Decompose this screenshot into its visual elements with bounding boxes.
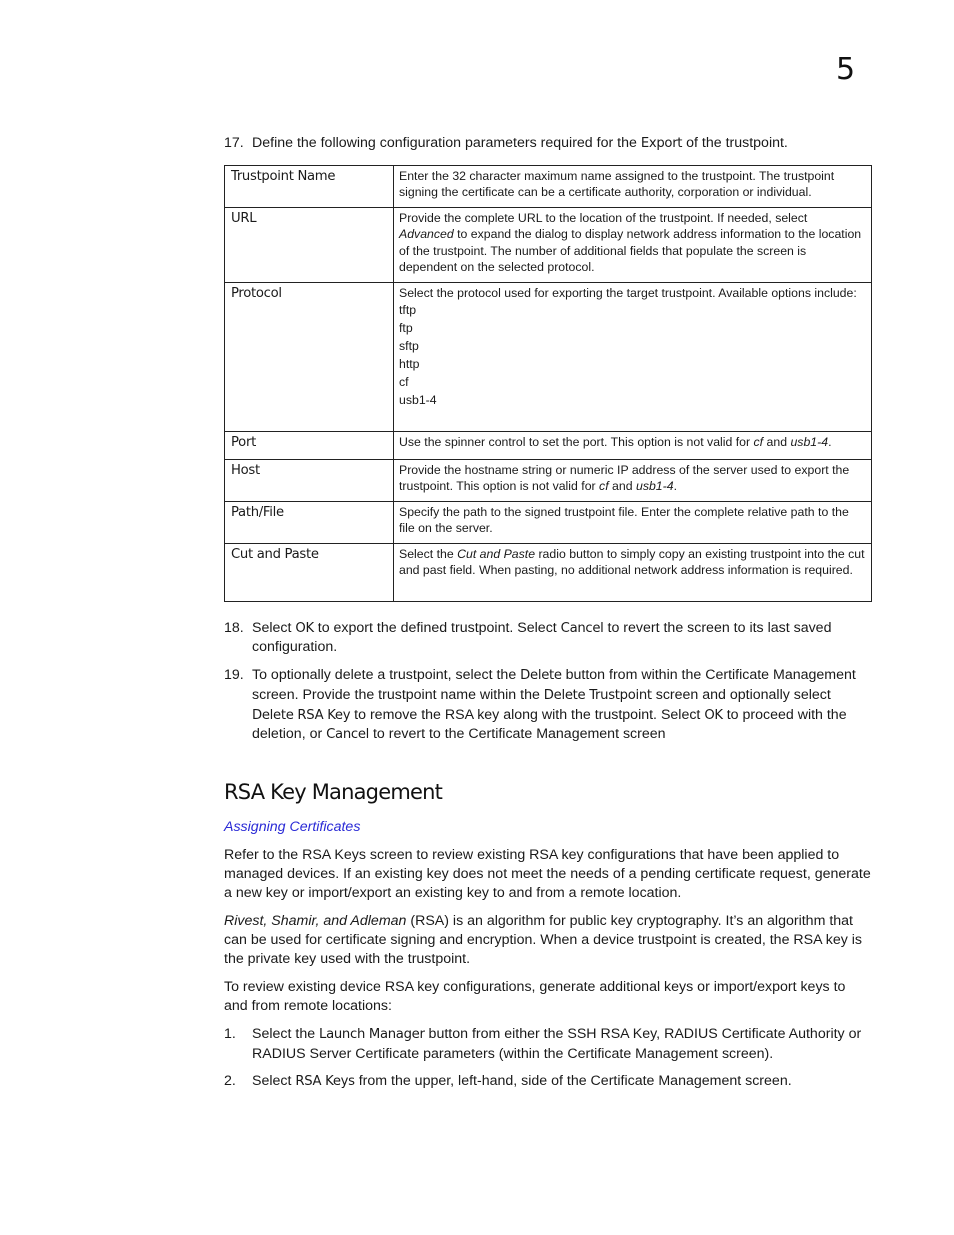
param-name: URL <box>225 207 394 282</box>
param-name: Path/File <box>225 501 394 543</box>
paragraph: Refer to the RSA Keys screen to review existing RSA key configurations that have been applied to managed devices. If an existing key does not meet the needs of a pending certificate request, generate a new key or import/export an existing key to and from a remote location. <box>224 846 871 901</box>
text: to revert to the Certificate Management screen <box>369 726 666 743</box>
table-row <box>225 165 872 207</box>
param-name: Cut and Paste <box>225 543 394 601</box>
option-item: cf <box>399 375 409 390</box>
italic-term: cf <box>599 479 609 494</box>
step-18 <box>224 619 872 657</box>
step-text <box>252 1025 872 1063</box>
text: and <box>608 479 636 494</box>
paragraph: To review existing device RSA key configurations, generate additional keys or import/export keys to and from remote locations: <box>224 978 846 1014</box>
bold-term: OK <box>704 707 723 723</box>
text: to expand the dialog to display network address information to the location of the trustpoint. The number of additional fields that populate the screen is dependent on the selected protocol. <box>399 227 862 275</box>
text: Select the <box>399 546 458 561</box>
table-row <box>225 282 872 431</box>
table-row <box>225 501 872 543</box>
step-number: 19. <box>224 667 244 684</box>
param-desc <box>394 207 872 282</box>
table-row <box>225 207 872 282</box>
step-text <box>252 1072 872 1092</box>
text: to proceed with the deletion, or <box>252 706 847 743</box>
text: Select the protocol used for exporting the target trustpoint. Available options include: <box>399 285 857 300</box>
bold-term: Delete <box>520 668 562 684</box>
text: and <box>763 434 791 449</box>
bold-term: Cancel <box>326 727 370 743</box>
text: button from either the SSH RSA Key, RADIUS Certificate Authority or RADIUS Server Certificate parameters (within the Certificate Management screen). <box>252 1025 862 1062</box>
rsa-step-1 <box>224 1025 872 1063</box>
italic-term: Cut and Paste <box>457 546 536 561</box>
section-title: RSA Key Management <box>224 779 443 804</box>
text: . <box>828 434 832 449</box>
table-row <box>225 543 872 601</box>
option-item: tftp <box>399 303 417 318</box>
step-text <box>252 666 872 745</box>
step-text <box>252 134 872 154</box>
param-desc <box>394 543 872 601</box>
text: Select <box>252 619 296 636</box>
text: Define the following configuration parameters required for the <box>252 135 641 151</box>
text: Select the <box>252 1025 320 1042</box>
param-name: Port <box>225 431 394 459</box>
step-number: 18. <box>224 619 244 636</box>
option-item: ftp <box>399 321 413 336</box>
text: radio button to simply copy an existing trustpoint into the cut and past field. When pasting, no additional network address information is required. <box>399 546 865 578</box>
parameters-table <box>224 165 872 602</box>
bold-term: Delete Trustpoint <box>543 687 652 703</box>
bold-term: OK <box>295 620 314 636</box>
assigning-certificates-link[interactable]: Assigning Certificates <box>224 818 361 835</box>
text: To optionally delete a trustpoint, select the <box>252 667 521 684</box>
step-17 <box>224 134 872 154</box>
step-number: 1. <box>224 1025 236 1042</box>
param-desc <box>394 459 872 501</box>
rsa-step-2 <box>224 1072 872 1092</box>
italic-term: usb1-4 <box>635 479 674 494</box>
param-name: Trustpoint Name <box>225 165 394 207</box>
option-item: usb1-4 <box>399 393 437 408</box>
step-text <box>252 619 872 657</box>
link-row <box>224 818 872 836</box>
italic-term: usb1-4 <box>790 434 829 449</box>
step-number: 2. <box>224 1073 236 1090</box>
text: of the trustpoint. <box>682 135 788 151</box>
text: from the upper, left-hand, side of the Certificate Management screen. <box>354 1073 792 1090</box>
chapter-number: 5 <box>836 52 856 87</box>
bold-term: Export <box>640 136 683 151</box>
bold-term: Cancel <box>560 620 604 636</box>
paragraph <box>224 912 872 969</box>
text: (RSA) is an algorithm for public key cryptography. It’s an algorithm that can be used for certificate signing and encryption. When a device trustpoint is created, the RSA key is the private key used with the trustpoint. <box>224 912 862 967</box>
text: Provide the hostname string or numeric IP address of the server used to export the trustpoint. This option is not valid for <box>399 462 850 494</box>
text: Provide the complete URL to the location of the trustpoint. If needed, select <box>399 210 808 225</box>
param-desc <box>394 282 872 431</box>
bold-term: Launch Manager <box>319 1026 425 1042</box>
table-row <box>225 459 872 501</box>
page-content <box>224 134 872 1092</box>
text: to export the defined trustpoint. Select <box>313 619 561 636</box>
text: button from within the Certificate Management screen. Provide the trustpoint name within the <box>252 667 856 703</box>
param-desc: Specify the path to the signed trustpoint file. Enter the complete relative path to the file on the server. <box>394 501 872 543</box>
text: screen and optionally select <box>651 686 831 703</box>
bold-term: Delete RSA Key <box>252 707 351 723</box>
param-desc <box>394 431 872 459</box>
step-number: 17. <box>224 135 244 151</box>
param-name: Protocol <box>225 282 394 431</box>
text: Select <box>252 1073 296 1090</box>
step-19 <box>224 666 872 745</box>
text: Use the spinner control to set the port. This option is not valid for <box>399 434 754 449</box>
option-item: sftp <box>399 339 419 354</box>
option-item: http <box>399 357 420 372</box>
param-name: Host <box>225 459 394 501</box>
bold-term: RSA Keys <box>295 1074 355 1090</box>
text: . <box>673 479 678 494</box>
table-row <box>225 431 872 459</box>
italic-term: cf <box>753 434 764 449</box>
italic-term: Advanced <box>399 227 454 242</box>
italic-term: Rivest, Shamir, and Adleman <box>224 912 407 929</box>
param-desc: Enter the 32 character maximum name assigned to the trustpoint. The trustpoint signing the certificate can be a certificate authority, corporation or individual. <box>394 165 872 207</box>
text: to remove the RSA key along with the trustpoint. Select <box>350 706 705 723</box>
text: to revert the screen to its last saved configuration. <box>252 619 832 656</box>
